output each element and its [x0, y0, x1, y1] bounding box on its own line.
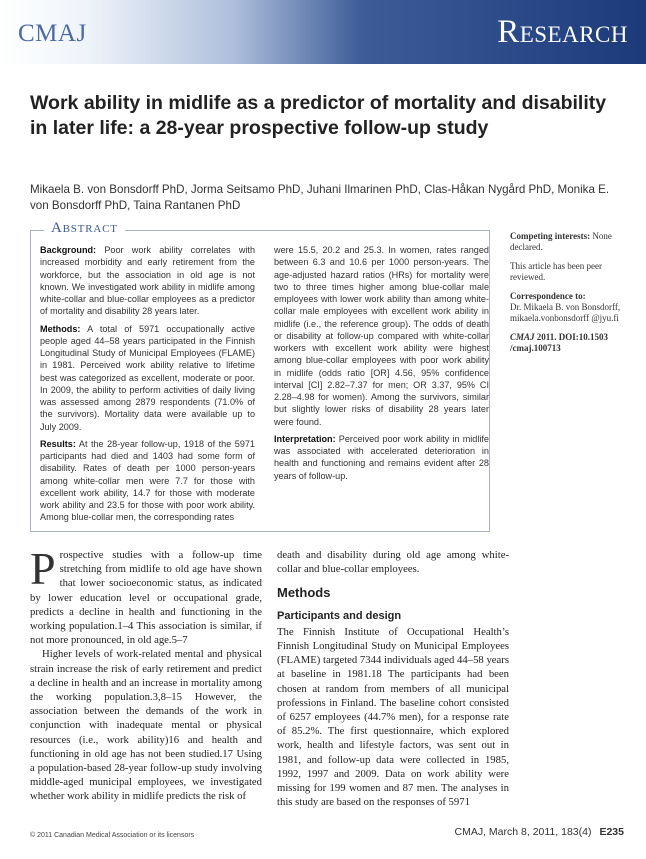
correspondence-heading: Correspondence to: — [510, 291, 586, 301]
abstract-methods — [40, 323, 255, 433]
page-number: E235 — [599, 826, 624, 838]
article-sidebar — [510, 231, 630, 362]
abstract-results-heading: Results: — [40, 438, 76, 449]
competing-interests — [510, 231, 630, 253]
intro-paragraph-2 — [30, 647, 262, 803]
competing-interests-heading: Competing interests: — [510, 231, 591, 241]
abstract-background-text: Poor work ability correlates with increased morbidity and early retirement from the workforce, but the association in old age is not known. We investigated work ability in midlife among white-collar and blue-collar employees as a predictor of mortality and disability 28 years later. — [40, 245, 255, 317]
intro-paragraph-1-text: rospective studies with a follow-up time stretching from midlife to old age have shown that lower socioeconomic status, as indicated by lower education level or occupational grade, predicts a decline in health and functioning in the working population.1–4 This association is similar, if not more pronounced, in old age.5–7 — [30, 549, 262, 647]
abstract-background — [40, 244, 255, 318]
footer-citation — [455, 826, 624, 838]
peer-review-note: This article has been peer reviewed. — [510, 261, 602, 282]
abstract-column-left — [40, 244, 255, 529]
abstract-background-heading: Background: — [40, 245, 97, 255]
correspondence-email[interactable]: mikaela.vonbonsdorff @jyu.fi — [510, 313, 619, 323]
footer-copyright: © 2011 Canadian Medical Association or its licensors — [30, 832, 195, 839]
intro-paragraph-1 — [30, 543, 262, 647]
body-column-right — [277, 548, 509, 809]
competing-interests-text: None declared. — [510, 231, 612, 252]
abstract-results-text: At the 28-year follow-up, 1918 of the 5971 participants had died and 1403 had some form of disability. Rates of death per 1000 person-years among white-collar men were 7.7 for those with excellent work ability, 14.7 for those with moderate work ability and 23.5 for those with poor work ability. Among blue-collar men, the corresponding rates — [40, 438, 255, 523]
correspondence — [510, 291, 630, 324]
citation-doi[interactable]: 2011. DOI:10.1503 /cmaj.100713 — [510, 332, 609, 353]
drop-cap: P — [30, 543, 56, 594]
participants-paragraph: The Finnish Institute of Occupational Health’s Finnish Longitudinal Study on Municipal Employees (FLAME) targeted 7344 individuals aged 44–58 years at baseline in 1981.18 The participants had been chosen at random from members of all municipal professions in Finland. The baseline cohort consisted of 6257 employees (44.7% men), for a response rate of 85.2%. The first questionnaire, which explored work, health and lifestyle factors, was sent out in 1981, and follow-up data were collected in 1985, 1992, 1997 and 2009. Data on work ability were missing for 199 women and 87 men. The analyses in this study are based on the responses of 5971 — [277, 625, 509, 809]
participants-heading: Participants and design — [277, 609, 402, 622]
abstract-results-continued: were 15.5, 20.2 and 25.3. In women, rates ranged between 6.3 and 10.6 per 1000 person-years. The age-adjusted hazard ratios (HRs) for mortality were two to three times higher among blue-collar male employees with lower work ability than among white-collar male employees with excellent work ability in midlife (i.e., the reference group). The odds of death or disability at follow-up compared with white-collar workers with excellent work ability were highest among blue-collar employees with poor work ability in midlife (odds ratio [OR] 4.56, 95% confidence interval [CI] 2.82–7.37 for men; OR 3.37, 95% CI 2.28–4.98 for women). Among the survivors, similar but slightly lower risks of disability 28 years later were found. — [274, 245, 489, 427]
article-title: Work ability in midlife as a predictor of mortality and disability in later life: a 28-year prospective follow-up study — [30, 92, 607, 139]
correspondence-name: Dr. Mikaela B. von Bonsdorff, — [510, 302, 621, 312]
section-label: Research — [497, 14, 628, 50]
abstract-interpretation-heading: Interpretation: — [274, 433, 336, 444]
abstract-methods-heading: Methods: — [40, 323, 81, 334]
methods-heading: Methods — [277, 585, 331, 601]
abstract-interpretation-text: Perceived poor work ability in midlife was associated with accelerated deterioration in health and functioning and remains evident after 28 years of follow-up. — [274, 433, 489, 481]
citation-journal: CMAJ — [510, 332, 535, 342]
footer-issue: CMAJ, March 8, 2011, 183(4) — [454, 826, 592, 838]
body-column-left — [30, 543, 262, 804]
journal-name: CMAJ — [18, 20, 87, 47]
intro-paragraph-continued: death and disability during old age among white-collar and blue-collar employees. — [277, 549, 509, 576]
author-list: Mikaela B. von Bonsdorff PhD, Jorma Seitsamo PhD, Juhani Ilmarinen PhD, Clas-Håkan Nygård PhD, Monika E. von Bonsdorff PhD, Taina Rantanen PhD — [30, 183, 610, 212]
abstract-interpretation — [274, 433, 489, 482]
abstract-label: Abstract — [44, 220, 125, 237]
intro-paragraph-2-text: Higher levels of work-related mental and physical strain increase the risk of early retirement and predict a decline in health and an increase in mortality among the working population.3,8–15 However, the association between the demands of the work in conjunction with inadequate mental or physical resources (i.e., work ability)16 and health and functioning in old age has not been studied.17 Using a population-based 28-year follow-up study involving middle-aged municipal employees, we investigated whether work ability in midlife predicts the risk of — [30, 648, 262, 803]
citation — [510, 332, 630, 354]
abstract-results — [40, 438, 255, 524]
abstract-methods-text: A total of 5971 occupationally active people aged 44–58 years participated in the Finnish Longitudinal Study of Municipal Employees (FLAME) in 1981. Perceived work ability relative to lifetime best was categorized as excellent, moderate or poor. In 2009, the ability to perform activities of daily living was assessed among 2879 respondents (71.0% of the survivors). Mortality data were available up to July 2009. — [40, 323, 255, 432]
abstract-column-right — [274, 244, 489, 487]
